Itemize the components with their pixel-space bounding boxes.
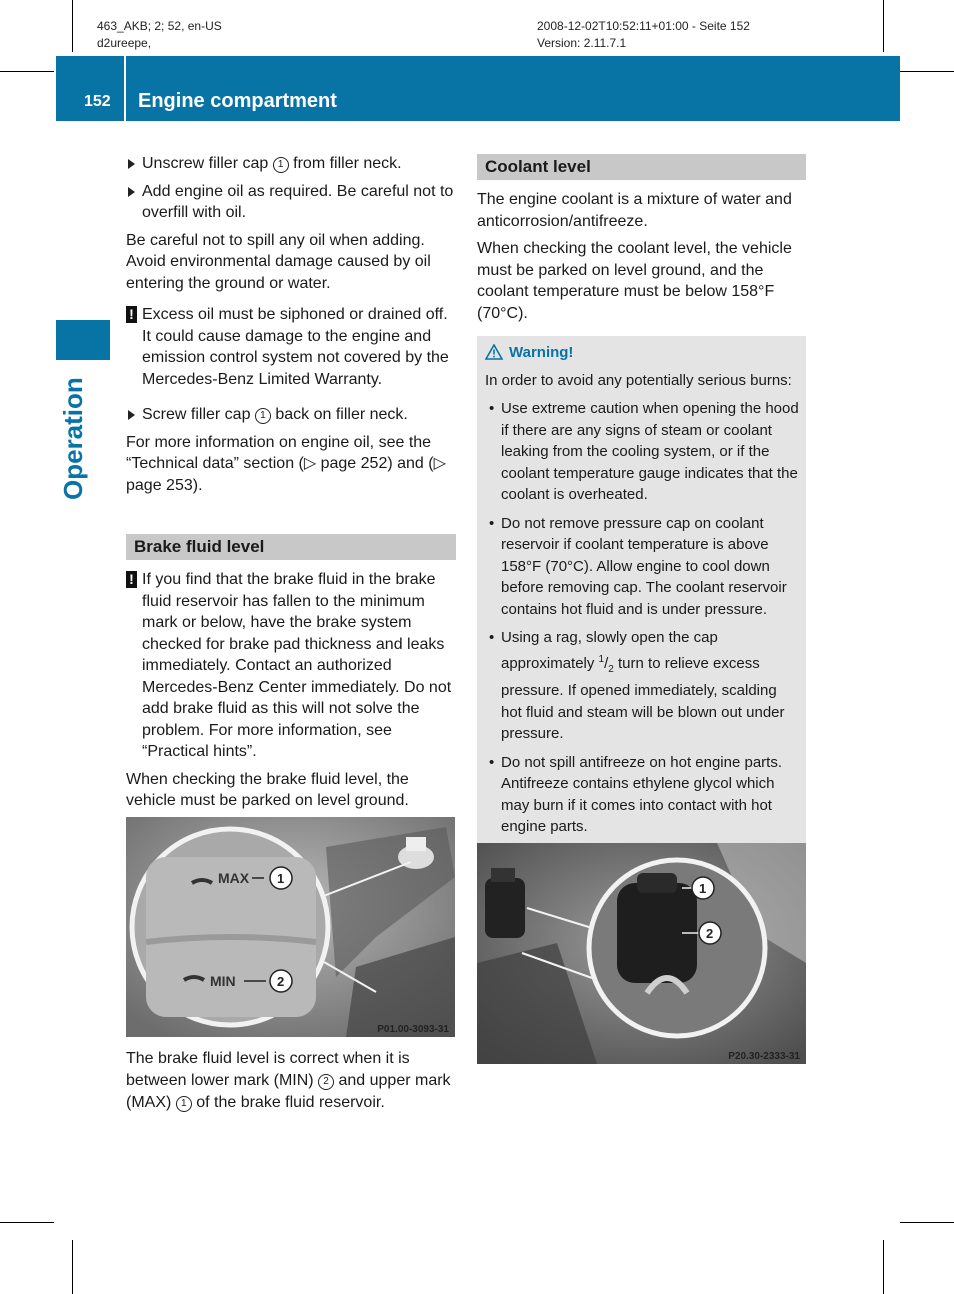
crop-mark (0, 71, 54, 72)
crop-mark (0, 1222, 54, 1223)
warning-item: • Do not remove pressure cap on coolant reservoir if coolant temperature is above 158°F (70°C). Allow engine to cool down before removing cap. The coolant reservoir contains hot fluid and is under pressure. (485, 513, 799, 621)
paragraph-coolant-check: When checking the coolant level, the vehicle must be parked on level ground, and the coolant temperature must be below 158°F (70°C). (477, 240, 792, 322)
note-excess-oil: ! Excess oil must be siphoned or drained off. It could cause damage to the engine and emission control system not covered by the Mercedes-Benz Limited Warranty. (126, 304, 456, 390)
brake-reservoir-photo (126, 817, 455, 1037)
paragraph-more-info: For more information on engine oil, see the “Technical data” section (▷ page 252) and (▷ page 253). (126, 433, 446, 494)
crop-mark (72, 1240, 73, 1294)
warning-box (477, 336, 806, 851)
callout-1: 1 (699, 881, 707, 896)
left-column (126, 153, 456, 818)
step-add-oil: Add engine oil as required. Be careful not to overfill with oil. (126, 181, 456, 224)
callout-marker: 1 (255, 408, 271, 424)
step-unscrew-cap: Unscrew filler cap 1 from filler neck. (126, 153, 456, 175)
callout-marker: 2 (318, 1074, 334, 1090)
crop-mark (883, 0, 884, 52)
label-min: MIN (210, 973, 236, 989)
heading-coolant: Coolant level (477, 154, 806, 180)
meta-author: d2ureepe, (97, 36, 152, 50)
fraction-numerator: 1 (598, 653, 605, 665)
exclamation-icon: ! (126, 571, 137, 588)
photo-code: P20.30-2333-31 (728, 1051, 800, 1062)
warning-title: Warning! (485, 342, 799, 364)
meta-version: Version: 2.11.7.1 (537, 36, 627, 50)
warning-triangle-icon (485, 344, 503, 360)
side-tab-marker (56, 320, 110, 360)
coolant-reservoir-illustration (477, 843, 806, 1064)
warning-item: • Do not spill antifreeze on hot engine parts. Antifreeze contains ethylene glycol which may burn if it comes into contact with hot engine parts. (485, 752, 799, 838)
callout-2: 2 (706, 926, 714, 941)
coolant-reservoir-photo (477, 843, 806, 1064)
paragraph-brake-level: The brake fluid level is correct when it is between lower mark (MIN) 2 and upper mark (MAX) 1 of the brake fluid reservoir. (126, 1050, 451, 1111)
warning-item: • Using a rag, slowly open the cap approximately $^1/_2$ turn to relieve excess pressure. If opened immediately, scalding hot fluid and steam will be blown out under pressure. (485, 627, 799, 745)
exclamation-icon: ! (126, 306, 137, 323)
crop-mark (72, 0, 73, 52)
page-number: 152 (84, 93, 111, 110)
meta-timestamp: 2008-12-02T10:52:11+01:00 - Seite 152 (537, 19, 750, 33)
page-title: Engine compartment (138, 90, 337, 112)
callout-marker: 1 (273, 157, 289, 173)
callout-marker: 1 (176, 1096, 192, 1112)
paragraph-spill: Be careful not to spill any oil when adding. Avoid environmental damage caused by oil entering the ground or water. (126, 231, 431, 292)
left-column-bottom (126, 1048, 456, 1120)
note-brake-fluid: ! If you find that the brake fluid in the brake fluid reservoir has fallen to the minimum mark or below, have the brake system checked for brake pad thickness and leaks immediately. Contact an authorized Mercedes-Benz Center immediately. Do not add brake fluid as this will not solve the problem. For more information, see “Practical hints”. (126, 569, 456, 763)
meta-doc-id: 463_AKB; 2; 52, en-US (97, 19, 222, 33)
callout-1: 1 (277, 871, 285, 886)
step-screw-cap: Screw filler cap 1 back on filler neck. (126, 404, 456, 426)
warning-intro: In order to avoid any potentially serious burns: (485, 371, 792, 389)
brake-reservoir-illustration (126, 817, 455, 1037)
print-meta-right (537, 18, 750, 52)
right-column (477, 154, 806, 851)
crop-mark (900, 71, 954, 72)
paragraph-coolant-mix: The engine coolant is a mixture of water and anticorrosion/antifreeze. (477, 191, 792, 230)
crop-mark (883, 1240, 884, 1294)
crop-mark (900, 1222, 954, 1223)
photo-code: P01.00-3093-31 (377, 1024, 449, 1035)
heading-brake-fluid: Brake fluid level (126, 534, 456, 560)
side-tab-label: Operation (58, 377, 88, 500)
print-meta-left (97, 18, 222, 52)
header-divider (124, 56, 126, 121)
label-max: MAX (218, 870, 250, 886)
fraction-denominator: 2 (608, 663, 614, 675)
paragraph-brake-check: When checking the brake fluid level, the vehicle must be parked on level ground. (126, 770, 409, 809)
warning-item: • Use extreme caution when opening the hood if there are any signs of steam or coolant leaking from the cooling system, or if the coolant temperature gauge indicates that the coolant is overheated. (485, 398, 799, 506)
callout-2: 2 (277, 974, 285, 989)
